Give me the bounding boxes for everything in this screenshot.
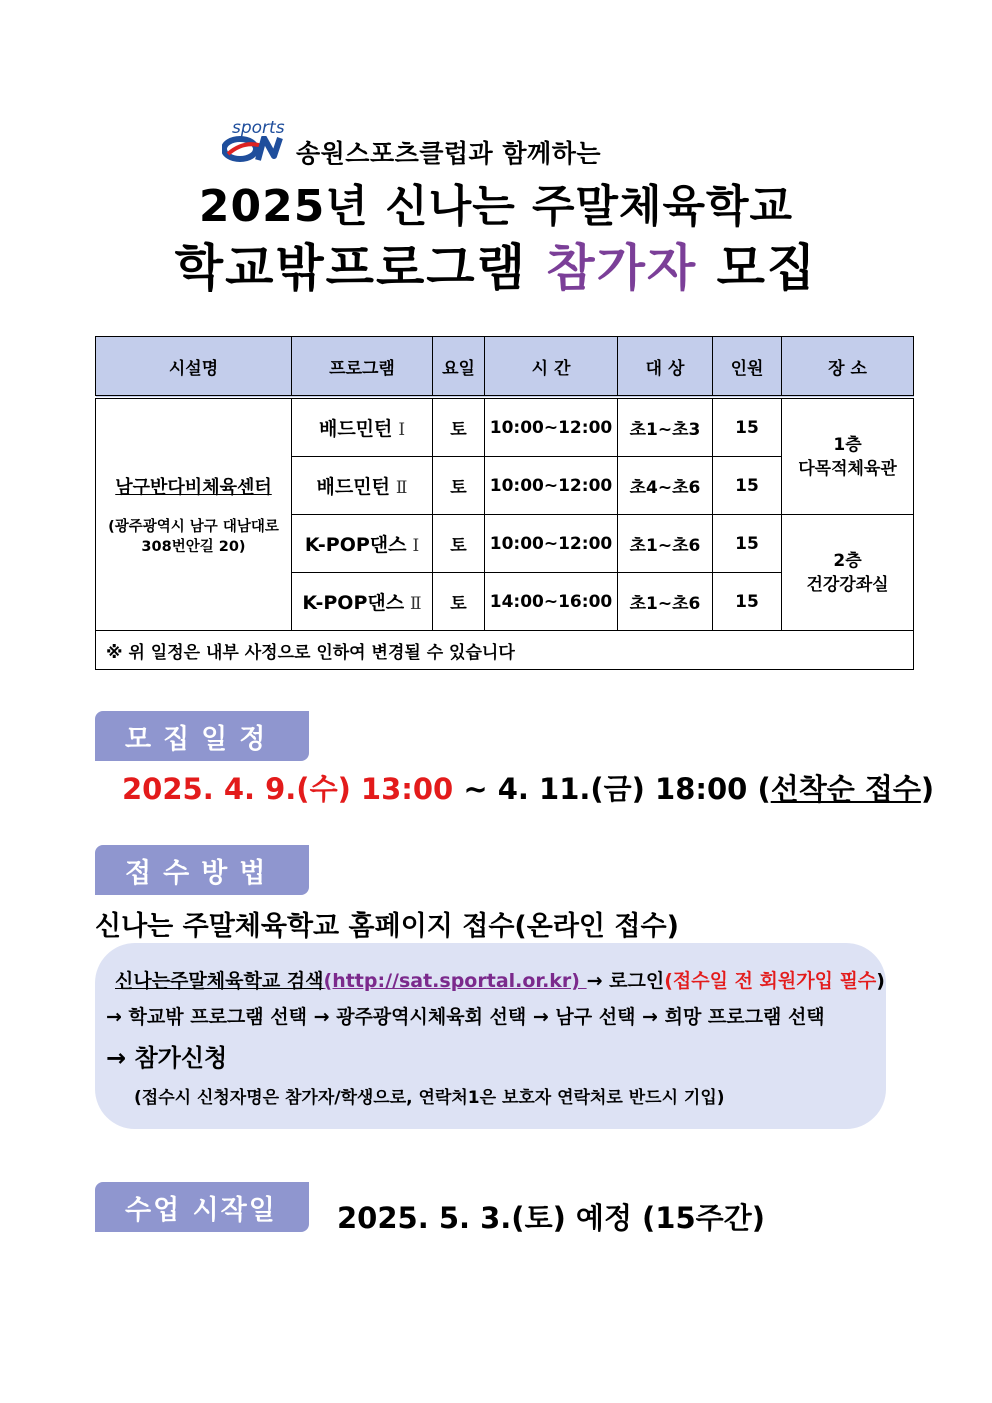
place-cell: 1층 다목적체육관 — [782, 397, 914, 515]
header-cell: 시설명 — [96, 337, 292, 398]
apply-step-1: 신나는주말체육학교 검색(http://sat.sportal.or.kr) → 로그인(접수일 전 회원가입 필수) — [115, 970, 885, 992]
recruit-start: 2025. 4. 9.(수) 13:00 — [122, 772, 454, 806]
subtitle: 송원스포츠클럽과 함께하는 — [296, 139, 602, 168]
on-logo-icon — [222, 136, 288, 162]
venue-cell — [96, 397, 292, 631]
program-cell: K-POP댄스 Ⅱ — [292, 573, 433, 631]
signup-required: (접수일 전 회원가입 필수 — [664, 970, 877, 992]
table-row — [96, 397, 914, 457]
header-cell: 장 소 — [782, 337, 914, 398]
recruit-method: 선착순 접수 — [770, 772, 921, 806]
apply-step-2: → 학교밖 프로그램 선택 → 광주광역시체육회 선택 → 남구 선택 → 희망 프로그램 선택 — [106, 1006, 825, 1028]
start-label: 수업 시작일 — [95, 1182, 309, 1232]
search-instruction: 신나는주말체육학교 검색 — [115, 970, 324, 992]
day-cell: 토 — [433, 515, 485, 573]
count-cell: 15 — [713, 397, 782, 457]
venue-name: 남구반다비체육센터 — [115, 476, 272, 498]
target-cell: 초1~초3 — [618, 397, 713, 457]
apply-headline: 신나는 주말체육학교 홈페이지 접수(온라인 접수) — [95, 911, 679, 942]
count-cell: 15 — [713, 515, 782, 573]
count-cell: 15 — [713, 457, 782, 515]
homepage-link[interactable]: (http://sat.sportal.or.kr) — [323, 970, 587, 992]
time-cell: 10:00~12:00 — [485, 457, 618, 515]
time-cell: 14:00~16:00 — [485, 573, 618, 631]
program-cell: 배드민턴 Ⅱ — [292, 457, 433, 515]
apply-label: 접수방법 — [95, 845, 309, 895]
count-cell: 15 — [713, 573, 782, 631]
note-row — [96, 631, 914, 670]
day-cell: 토 — [433, 573, 485, 631]
time-cell: 10:00~12:00 — [485, 515, 618, 573]
header-cell: 요일 — [433, 337, 485, 398]
header-cell: 대 상 — [618, 337, 713, 398]
schedule-table — [95, 336, 914, 670]
title-main: 학교밖프로그램 — [174, 239, 527, 297]
target-cell: 초4~초6 — [618, 457, 713, 515]
day-cell: 토 — [433, 457, 485, 515]
recruit-label: 모집일정 — [95, 711, 309, 761]
header-cell: 시 간 — [485, 337, 618, 398]
header-cell: 프로그램 — [292, 337, 433, 398]
venue-address: (광주광역시 남구 대남대로308번안길 20) — [108, 518, 279, 555]
apply-step-note: (접수시 신청자명은 참가자/학생으로, 연락처1은 보호자 연락처로 반드시 기입) — [134, 1088, 725, 1108]
day-cell: 토 — [433, 397, 485, 457]
program-cell: K-POP댄스 Ⅰ — [292, 515, 433, 573]
table-header-row — [96, 337, 914, 398]
header-cell: 인원 — [713, 337, 782, 398]
target-cell: 초1~초6 — [618, 573, 713, 631]
page-title-line2 — [0, 228, 992, 300]
schedule-note: ※ 위 일정은 내부 사정으로 인하여 변경될 수 있습니다 — [96, 631, 914, 670]
recruit-end: ~ 4. 11.(금) 18:00 ( — [463, 772, 771, 806]
time-cell: 10:00~12:00 — [485, 397, 618, 457]
page-title-line1: 2025년 신나는 주말체육학교 — [198, 181, 794, 232]
sports-on-logo — [222, 118, 292, 166]
logo-sports-text: sports — [232, 118, 285, 138]
title-accent: 참가자 — [546, 239, 698, 297]
apply-step-3: → 참가신청 — [106, 1044, 228, 1072]
place-cell: 2층 건강강좌실 — [782, 515, 914, 631]
target-cell: 초1~초6 — [618, 515, 713, 573]
title-end: 모집 — [716, 239, 818, 297]
recruit-period: 2025. 4. 9.(수) 13:00 ~ 4. 11.(금) 18:00 (선착순 접수) — [122, 772, 935, 806]
program-cell: 배드민턴 Ⅰ — [292, 397, 433, 457]
start-date: 2025. 5. 3.(토) 예정 (15주간) — [337, 1201, 765, 1235]
